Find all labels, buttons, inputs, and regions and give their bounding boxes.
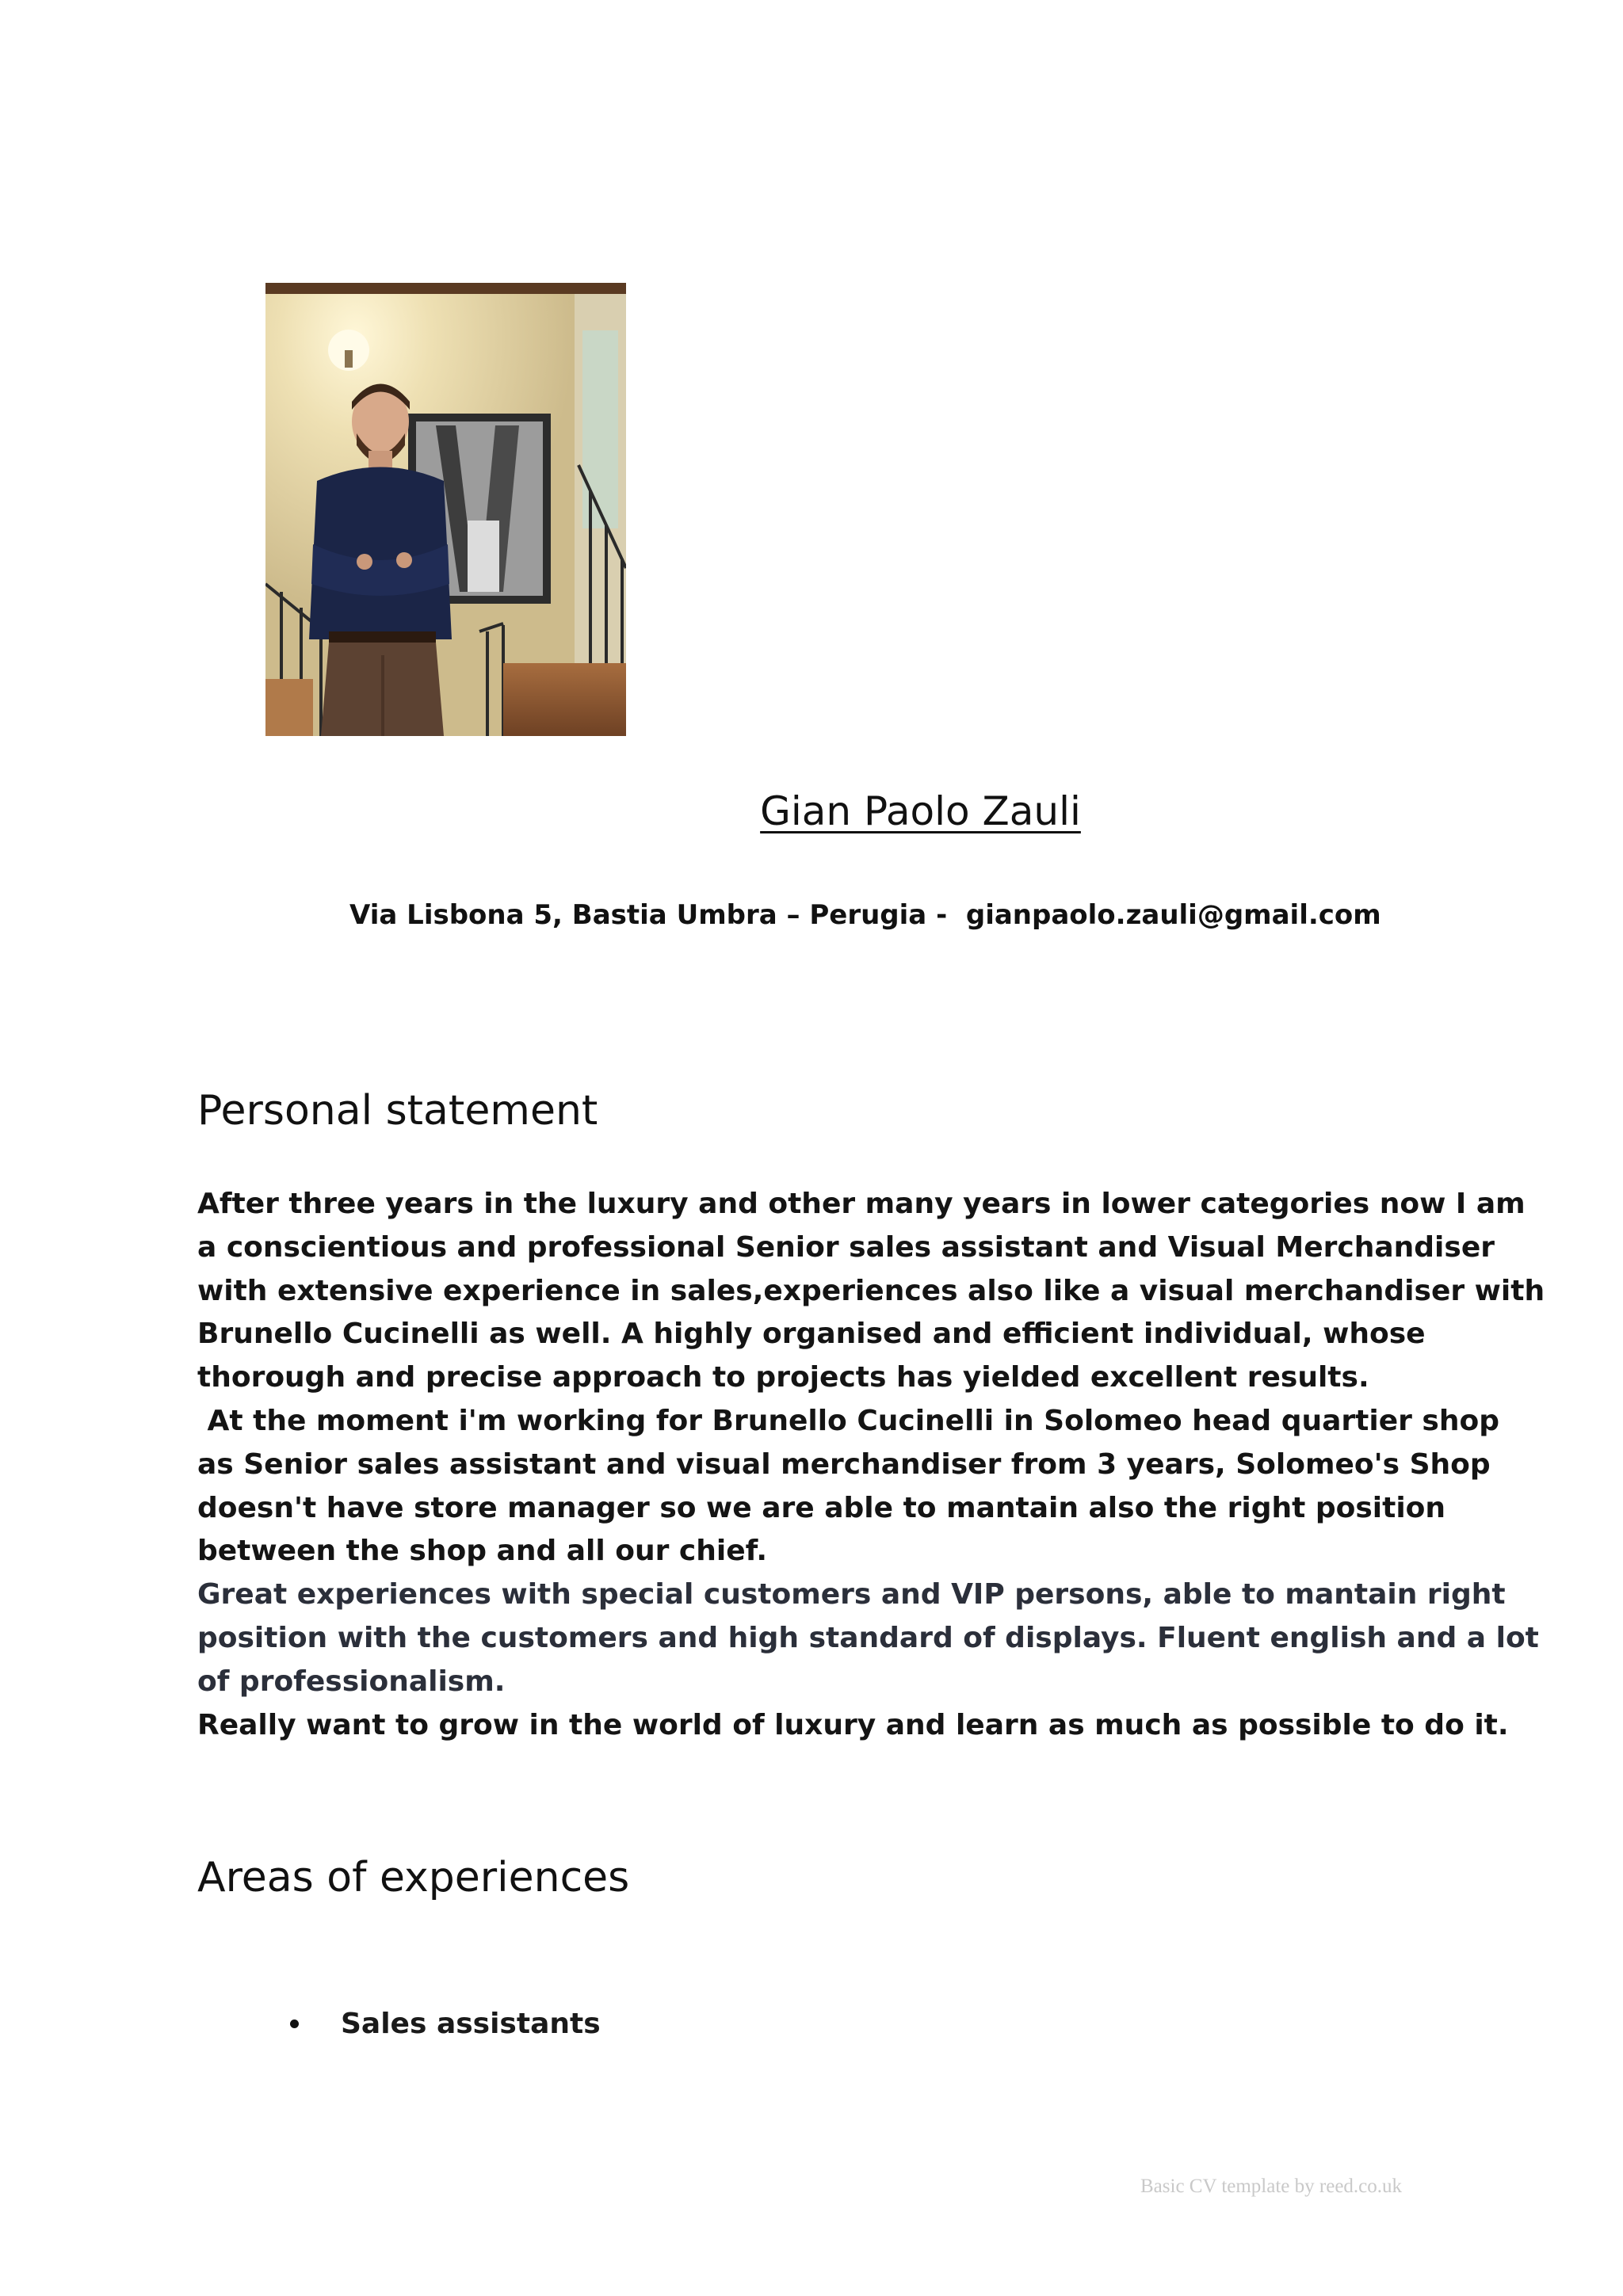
- profile-photo: [265, 283, 626, 736]
- statement-line: a conscientious and professional Senior sales assistant and Visual Merchandiser: [197, 1230, 1495, 1264]
- statement-line: with extensive experience in sales,experiences also like a visual merchandiser with: [197, 1274, 1545, 1307]
- footer-watermark: Basic CV template by reed.co.uk: [1140, 2176, 1403, 2197]
- bullet-icon: [290, 2019, 299, 2028]
- statement-line: of professionalism.: [197, 1665, 506, 1698]
- areas-list: [290, 2008, 601, 2040]
- statement-line: At the moment i'm working for Brunello Cucinelli in Solomeo head quartier shop: [197, 1404, 1499, 1437]
- contact-line: [349, 899, 1381, 931]
- statement-line: Brunello Cucinelli as well. A highly organised and efficient individual, whose: [197, 1318, 1426, 1351]
- statement-line: doesn't have store manager so we are able to mantain also the right position: [197, 1491, 1446, 1524]
- statement-line: between the shop and all our chief.: [197, 1535, 767, 1568]
- section-heading-personal-statement: Personal statement: [197, 1087, 598, 1135]
- statement-line: Really want to grow in the world of luxury and learn as much as possible to do it.: [197, 1708, 1509, 1741]
- list-item-label: Sales assistants: [341, 2008, 601, 2040]
- statement-line: as Senior sales assistant and visual merchandiser from 3 years, Solomeo's Shop: [197, 1447, 1491, 1481]
- email-text: gianpaolo.zauli@gmail.com: [965, 899, 1381, 931]
- personal-statement-body: [197, 1183, 1545, 1747]
- address-text: Via Lisbona 5, Bastia Umbra – Perugia -: [349, 899, 948, 931]
- statement-line: After three years in the luxury and other many years in lower categories now I am: [197, 1188, 1526, 1220]
- statement-line: thorough and precise approach to projects has yielded excellent results.: [197, 1361, 1369, 1394]
- statement-line: position with the customers and high standard of displays. Fluent english and a lot: [197, 1621, 1539, 1654]
- list-item: [290, 2008, 601, 2040]
- statement-line: Great experiences with special customers and VIP persons, able to mantain right: [197, 1578, 1506, 1611]
- section-heading-areas-of-experiences: Areas of experiences: [197, 1854, 630, 1901]
- candidate-name: Gian Paolo Zauli: [760, 788, 1081, 834]
